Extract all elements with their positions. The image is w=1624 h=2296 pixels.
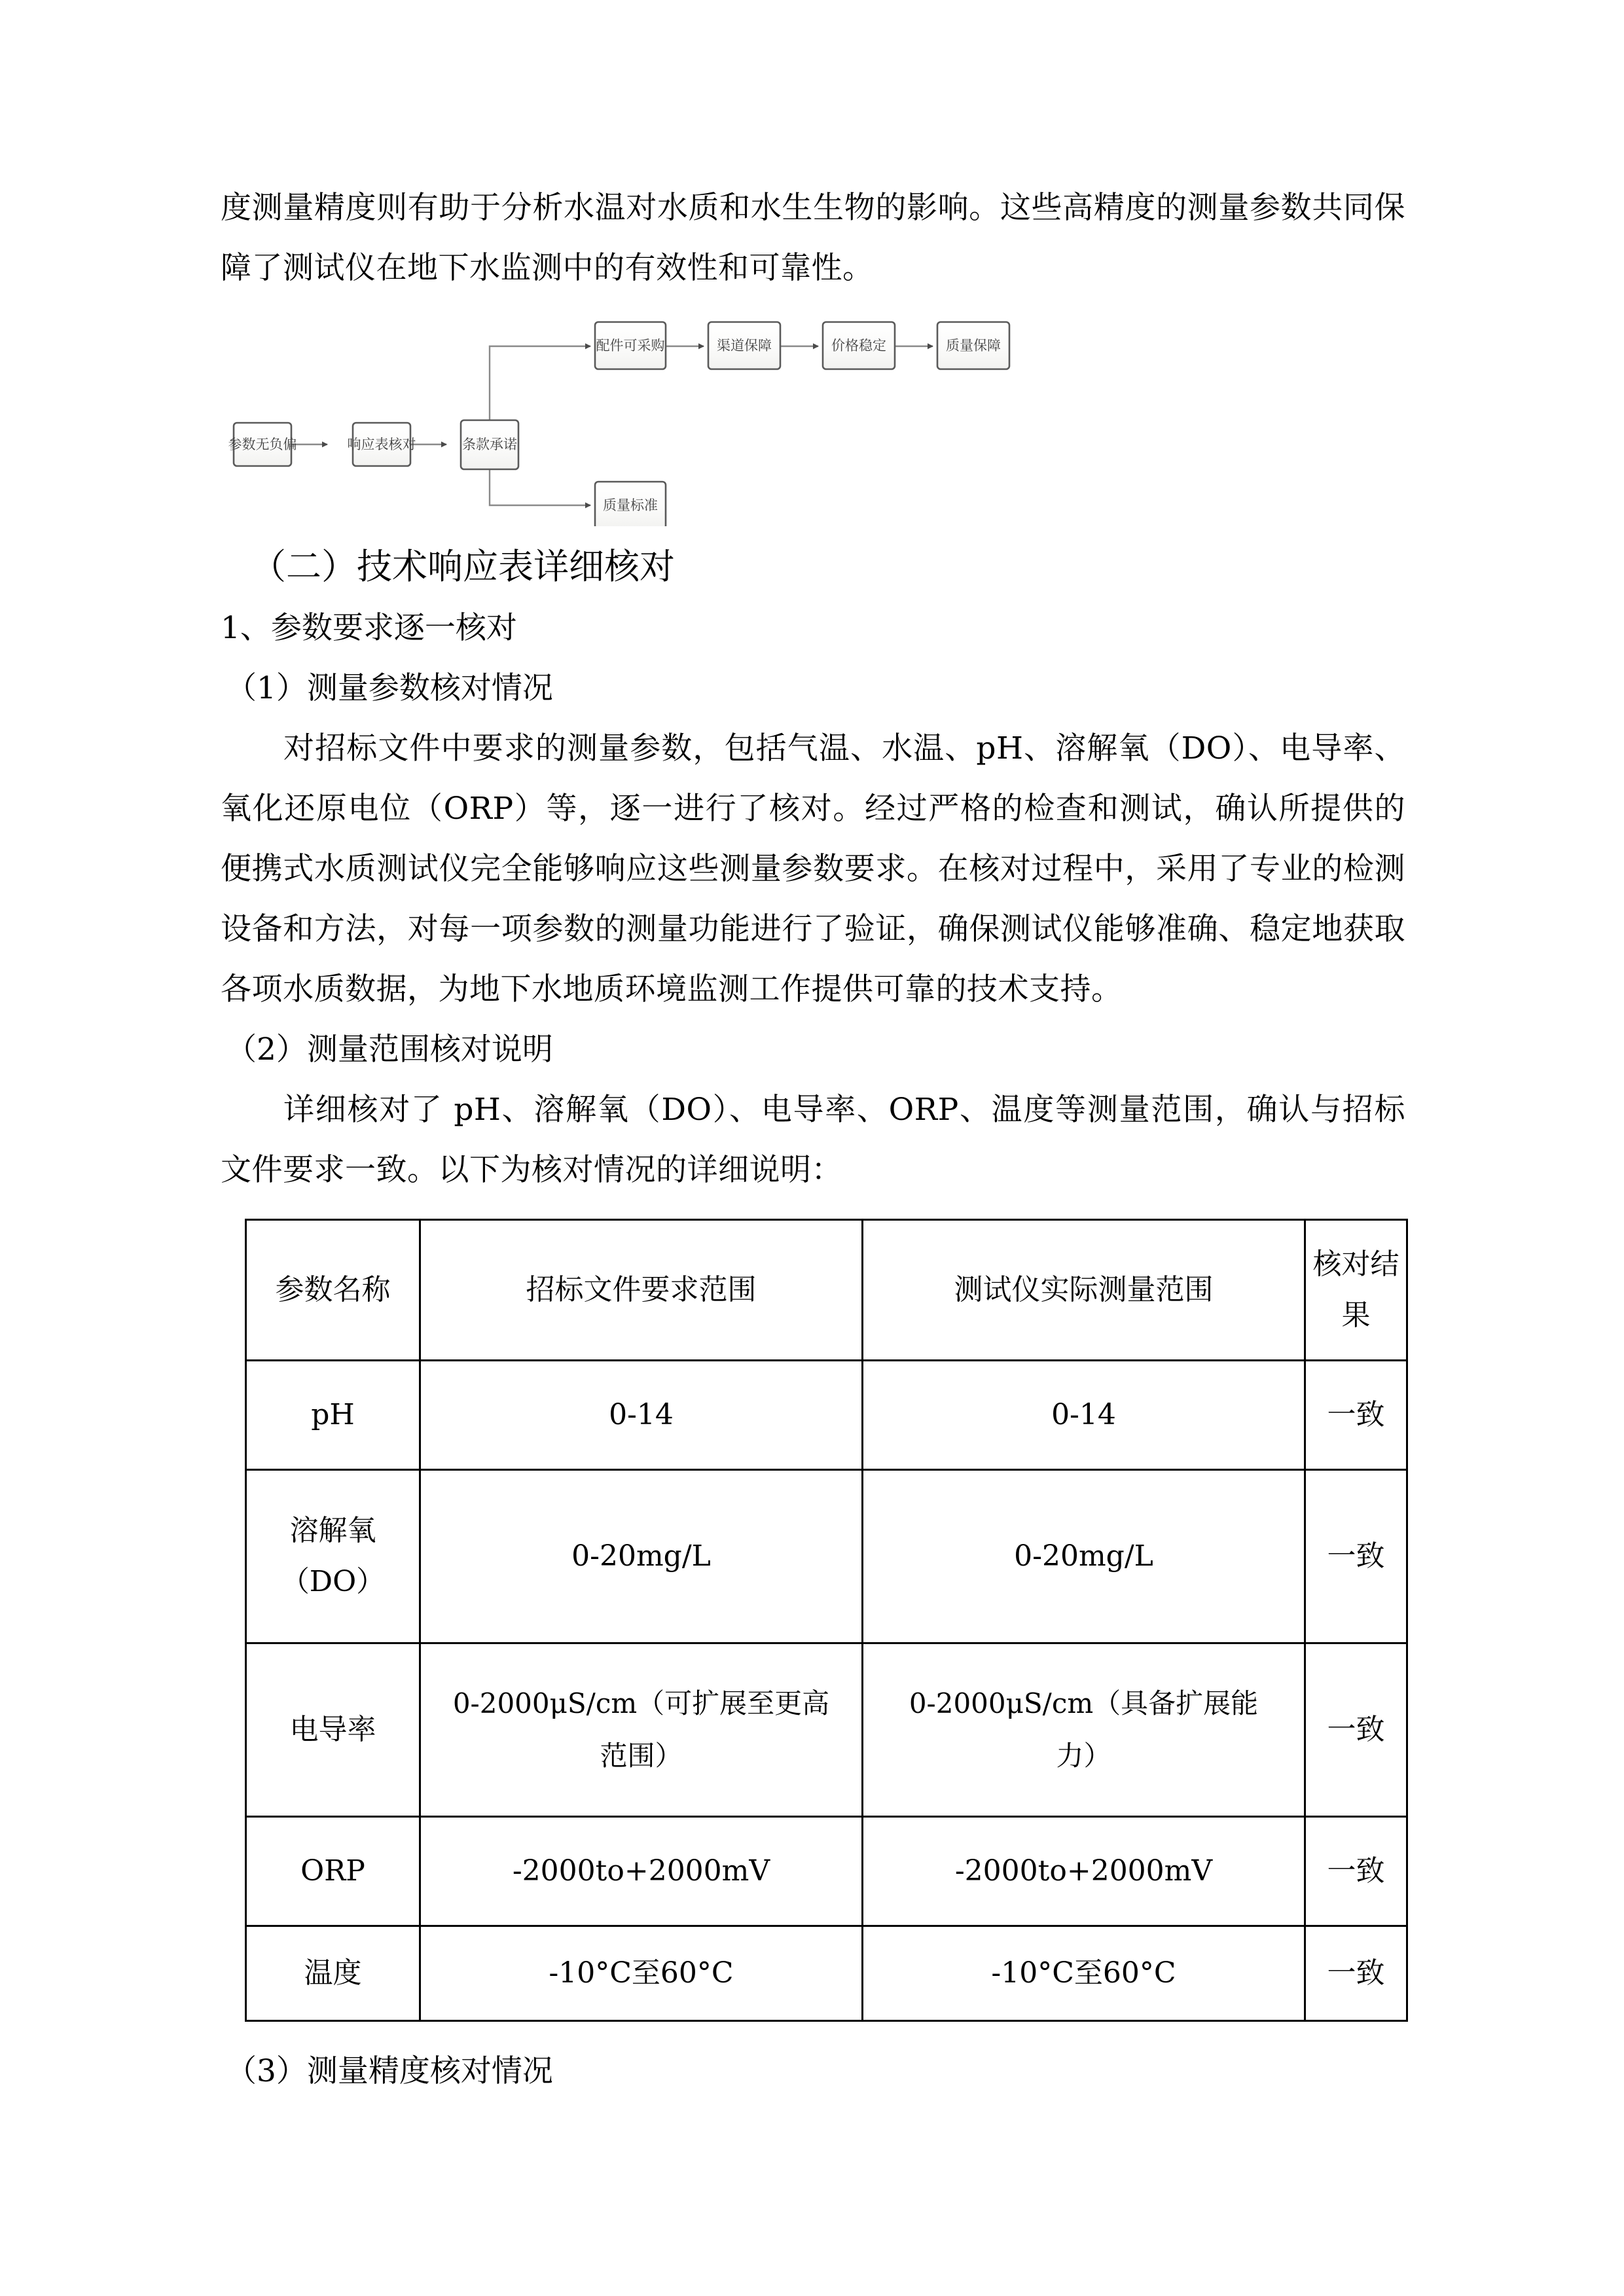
cell-required-range: -2000to+2000mV bbox=[420, 1817, 863, 1926]
cell-check-result: 一致 bbox=[1305, 1643, 1407, 1817]
cell-actual-range: 0-20mg/L bbox=[863, 1470, 1305, 1643]
flow-node-label: 配件可采购 bbox=[596, 338, 665, 353]
flow-node-label: 条款承诺 bbox=[462, 437, 517, 452]
table-row bbox=[246, 1361, 1407, 1470]
table-row bbox=[246, 1817, 1407, 1926]
flow-node-n8[interactable] bbox=[595, 482, 666, 526]
flow-node-n3[interactable] bbox=[461, 420, 518, 469]
cell-parameter-name: ORP bbox=[246, 1817, 420, 1926]
cell-actual-range: -10°C至60°C bbox=[863, 1926, 1305, 2021]
cell-required-range-line1: 0-2000μS/cm（可扩展至更高 bbox=[452, 1687, 830, 1719]
item-title-3: （3）测量精度核对情况 bbox=[226, 2053, 553, 2089]
table-row bbox=[246, 1470, 1407, 1643]
cell-check-result: 一致 bbox=[1305, 1817, 1407, 1926]
cell-actual-range-line2: 力） bbox=[1056, 1740, 1111, 1772]
cell-check-result: 一致 bbox=[1305, 1361, 1407, 1470]
cell-required-range-line2: 范围） bbox=[600, 1740, 683, 1772]
cell-parameter-name bbox=[246, 1470, 420, 1643]
header-actual-range: 测试仪实际测量范围 bbox=[863, 1220, 1305, 1361]
intro-paragraph-block bbox=[221, 178, 1405, 298]
item-title-2: （2）测量范围核对说明 bbox=[226, 1031, 553, 1067]
cell-actual-range bbox=[863, 1643, 1305, 1817]
cell-actual-range: -2000to+2000mV bbox=[863, 1817, 1305, 1926]
table-row bbox=[246, 1926, 1407, 2021]
flowchart-svg bbox=[221, 310, 1405, 526]
item-title-1: （1）测量参数核对情况 bbox=[226, 670, 553, 706]
cell-required-range: -10°C至60°C bbox=[420, 1926, 863, 2021]
flow-node-n6[interactable] bbox=[823, 322, 895, 369]
process-flowchart bbox=[221, 310, 1405, 526]
header-parameter-name: 参数名称 bbox=[246, 1220, 420, 1361]
item-body-2: 详细核对了 pH、溶解氧（DO）、电导率、ORP、温度等测量范围，确认与招标文件要求一致。以下为核对情况的详细说明： bbox=[221, 1092, 1405, 1188]
section-title: （二）技术响应表详细核对 bbox=[251, 546, 675, 587]
flow-node-label: 质量标准 bbox=[603, 497, 658, 513]
intro-paragraph: 度测量精度则有助于分析水温对水质和水生生物的影响。这些高精度的测量参数共同保障了测试仪在地下水监测中的有效性和可靠性。 bbox=[221, 190, 1405, 286]
cell-check-result: 一致 bbox=[1305, 1470, 1407, 1643]
table-header-row bbox=[246, 1220, 1407, 1361]
cell-parameter-name: 电导率 bbox=[246, 1643, 420, 1817]
cell-check-result: 一致 bbox=[1305, 1926, 1407, 2021]
flow-node-label: 价格稳定 bbox=[831, 338, 886, 353]
flow-node-n1[interactable] bbox=[228, 423, 297, 466]
cell-actual-range: 0-14 bbox=[863, 1361, 1305, 1470]
header-check-result-line1: 核对结 bbox=[1312, 1247, 1399, 1281]
cell-parameter-name: 温度 bbox=[246, 1926, 420, 2021]
flow-node-label: 渠道保障 bbox=[717, 338, 772, 353]
flow-node-n4[interactable] bbox=[595, 322, 666, 369]
cell-required-range: 0-20mg/L bbox=[420, 1470, 863, 1643]
header-check-result-line2: 果 bbox=[1341, 1299, 1371, 1332]
flow-node-label: 质量保障 bbox=[946, 338, 1001, 353]
cell-parameter-name: pH bbox=[246, 1361, 420, 1470]
flow-node-n7[interactable] bbox=[937, 322, 1009, 369]
header-required-range: 招标文件要求范围 bbox=[420, 1220, 863, 1361]
subsection-title-1: 1、参数要求逐一核对 bbox=[221, 610, 517, 646]
cell-required-range: 0-14 bbox=[420, 1361, 863, 1470]
cell-parameter-name-line1: 溶解氧 bbox=[289, 1514, 376, 1547]
cell-actual-range-line1: 0-2000μS/cm（具备扩展能 bbox=[909, 1687, 1259, 1719]
page-content bbox=[221, 178, 1405, 2102]
cell-required-range bbox=[420, 1643, 863, 1817]
flow-node-label: 参数无负偏 bbox=[228, 437, 297, 452]
flow-node-n5[interactable] bbox=[708, 322, 780, 369]
item-body-1: 对招标文件中要求的测量参数，包括气温、水温、pH、溶解氧（DO）、电导率、氧化还原电位（ORP）等，逐一进行了核对。经过严格的检查和测试，确认所提供的便携式水质测试仪完全能够响应这些测量参数要求。在核对过程中，采用了专业的检测设备和方法，对每一项参数的测量功能进行了验证，确保测试仪能够准确、稳定地获取各项水质数据，为地下水地质环境监测工作提供可靠的技术支持。 bbox=[221, 730, 1405, 1007]
header-check-result bbox=[1305, 1220, 1407, 1361]
table-row bbox=[246, 1643, 1407, 1817]
flow-node-n2[interactable] bbox=[348, 423, 416, 466]
cell-parameter-name-line2: （DO） bbox=[280, 1565, 386, 1598]
measurement-range-table bbox=[245, 1219, 1408, 2022]
flow-node-label: 响应表核对 bbox=[347, 437, 416, 452]
